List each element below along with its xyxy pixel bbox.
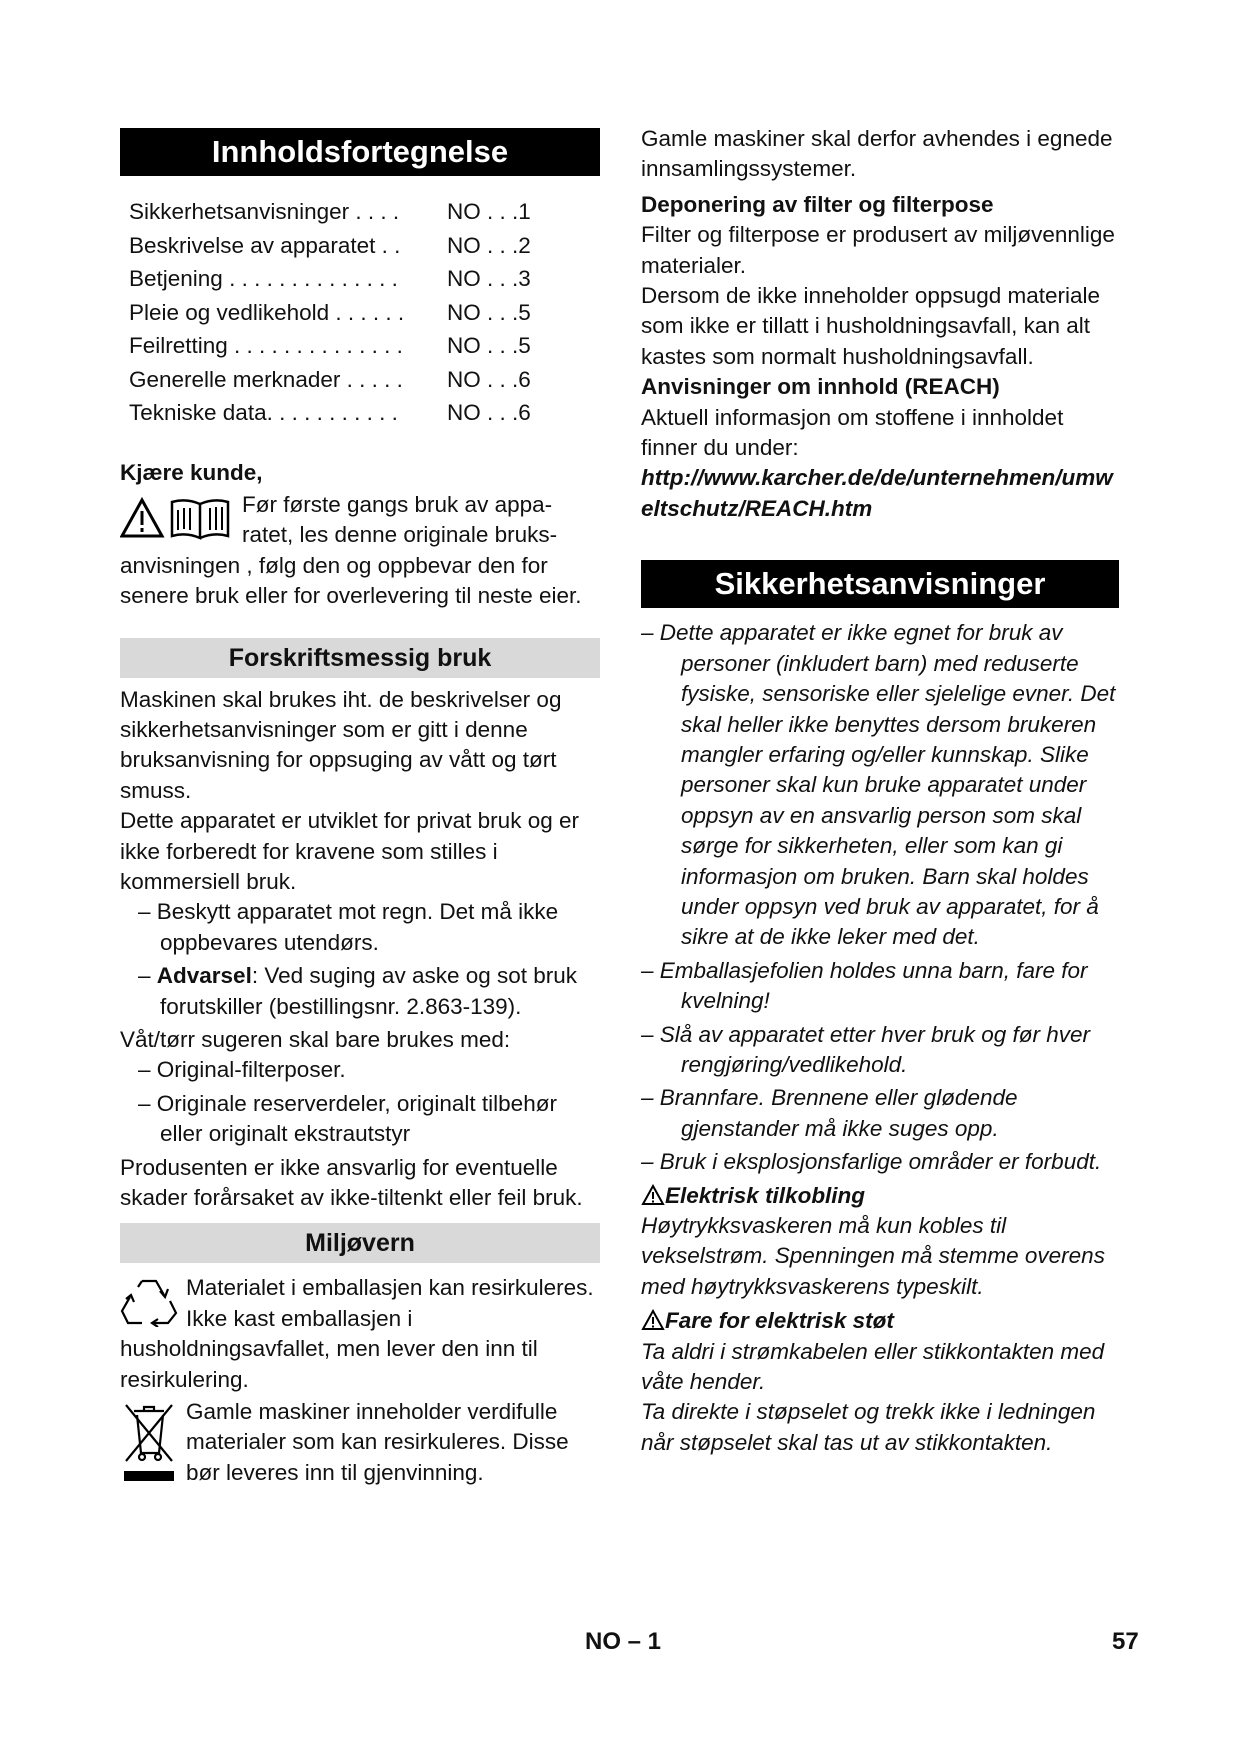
filter-p2: Dersom de ikke inneholder oppsugd materiale som ikke er tillatt i husholdningsavfall, kan alt kastes som normalt husholdningsavfall. bbox=[641, 283, 1101, 369]
proper-use-heading: Forskriftsmessig bruk bbox=[120, 638, 600, 678]
recycle-icon bbox=[120, 1275, 178, 1327]
proper-use-item2 bbox=[120, 961, 600, 1022]
manual-book-icon bbox=[172, 500, 228, 538]
electrical-connection-heading bbox=[641, 1181, 1119, 1211]
toc-row[interactable] bbox=[129, 396, 600, 430]
toc-row-title: Generelle merknader . . . . . bbox=[129, 366, 403, 392]
proper-use-p3: Våt/tørr sugeren skal bare brukes med: bbox=[120, 1027, 511, 1052]
safety-item: – Slå av apparatet etter hver bruk og før hver rengjøring/vedlikehold. bbox=[641, 1021, 1090, 1077]
left-column bbox=[120, 128, 600, 1488]
toc-row[interactable] bbox=[129, 229, 600, 263]
reach-heading: Anvisninger om innhold (REACH) bbox=[641, 374, 1000, 400]
proper-use-p2: Dette apparatet er utviklet for privat bruk og er ikke forberedt for kravene som stilles i kommersiell bruk. bbox=[120, 808, 579, 894]
toc-row-title: Tekniske data. . . . . . . . . . . bbox=[129, 400, 398, 425]
proper-use-p4: Produsenten er ikke ansvarlig for eventuelle skader forårsaket av ikke-tiltenkt eller feil bruk. bbox=[120, 1154, 583, 1211]
toc-row-title: Beskrivelse av apparatet . . bbox=[129, 232, 401, 258]
warning-icon bbox=[641, 1184, 665, 1206]
safety-item: – Bruk i eksplosjonsfarlige områder er forbudt. bbox=[641, 1149, 1102, 1175]
footer-page-number: 57 bbox=[1112, 1628, 1139, 1655]
reach-url-link[interactable]: http://www.karcher.de/de/unternehmen/umweltschutz/REACH.htm bbox=[641, 465, 1113, 521]
dear-customer-heading: Kjære kunde, bbox=[120, 459, 263, 485]
dear-customer-rest: anvisningen , følg den og oppbevar den for senere bruk eller for overlevering til neste eier. bbox=[120, 552, 582, 609]
recycle-paragraph bbox=[120, 1273, 600, 1395]
electric-shock-heading bbox=[641, 1306, 1119, 1336]
toc-row[interactable] bbox=[129, 296, 600, 330]
filter-p1: Filter og filterpose er produsert av miljøvennlige materialer. bbox=[641, 222, 1115, 278]
dear-customer-line1: Før første gangs bruk av appa- bbox=[242, 491, 553, 517]
toc-row-page: NO . . .2 bbox=[447, 232, 531, 258]
footer-section-number: NO – 1 bbox=[585, 1628, 662, 1655]
proper-use-item4: – Originale reserverdeler, originalt tilbehør eller originalt ekstrautstyr bbox=[138, 1090, 557, 1147]
proper-use-item2-rest: : Ved suging av aske og sot bruk forutskiller (bestillingsnr. 2.863-139). bbox=[160, 963, 578, 1019]
proper-use-item2-dash: – bbox=[138, 963, 157, 989]
environment-heading: Miljøvern bbox=[120, 1223, 600, 1263]
dear-customer-line2: ratet, les denne originale bruks- bbox=[242, 522, 558, 548]
proper-use-p1: Maskinen skal brukes iht. de beskrivelser og sikkerhetsanvisninger som er gitt i denne bruksanvisning for oppsuging av vått og tørt smuss. bbox=[120, 686, 562, 803]
toc-row-title: Feilretting . . . . . . . . . . . . . . bbox=[129, 333, 403, 358]
right-column bbox=[641, 124, 1119, 1458]
electrical-connection-text: Høytrykksvaskeren må kun kobles til vekselstrøm. Spenningen må stemme overens med høytrykksvaskerens typeskilt. bbox=[641, 1213, 1105, 1299]
warning-label: Advarsel bbox=[156, 963, 252, 989]
weee-text: Gamle maskiner inneholder verdifulle materialer som kan resirkuleres. Disse bør leveres inn til gjenvinning. bbox=[186, 1399, 569, 1485]
toc-title: Innholdsfortegnelse bbox=[120, 128, 600, 176]
warning-manual-icons bbox=[120, 490, 242, 548]
toc-row-title: Pleie og vedlikehold . . . . . . bbox=[129, 299, 405, 325]
weee-paragraph bbox=[120, 1397, 600, 1488]
toc-row-title: Sikkerhetsanvisninger . . . . bbox=[129, 199, 400, 224]
recycle-text: Materialet i emballasjen kan resirkuleres. Ikke kast emballasjen i husholdningsavfallet, men lever den inn til resirkulering. bbox=[120, 1275, 594, 1392]
toc-row-page: NO . . .5 bbox=[447, 299, 531, 325]
table-of-contents bbox=[120, 195, 600, 430]
warning-icon bbox=[641, 1309, 665, 1331]
toc-row[interactable] bbox=[129, 195, 600, 229]
warning-icon bbox=[120, 496, 232, 540]
proper-use-item1: – Beskytt apparatet mot regn. Det må ikke oppbevares utendørs. bbox=[138, 899, 559, 955]
safety-item: – Brannfare. Brennene eller glødende gjenstander må ikke suges opp. bbox=[641, 1085, 1018, 1141]
electric-shock-title: Fare for elektrisk støt bbox=[665, 1308, 894, 1334]
toc-row-title: Betjening . . . . . . . . . . . . . . bbox=[129, 266, 398, 291]
toc-row[interactable] bbox=[129, 363, 600, 397]
toc-row-page: NO . . .3 bbox=[447, 266, 531, 291]
toc-row-page: NO . . .5 bbox=[447, 333, 531, 358]
proper-use-item3: – Original-filterposer. bbox=[138, 1057, 346, 1083]
disposal-paragraph: Gamle maskiner skal derfor avhendes i egnede innsamlingssystemer. bbox=[641, 126, 1113, 182]
toc-row-page: NO . . .1 bbox=[447, 199, 531, 224]
filter-heading: Deponering av filter og filterpose bbox=[641, 191, 994, 217]
toc-row-page: NO . . .6 bbox=[447, 366, 531, 392]
reach-paragraph: Aktuell informasjon om stoffene i innholdet finner du under: bbox=[641, 404, 1064, 461]
crossed-out-bin-icon bbox=[120, 1399, 178, 1483]
safety-item: – Emballasjefolien holdes unna barn, fare for kvelning! bbox=[641, 957, 1088, 1014]
electrical-connection-title: Elektrisk tilkobling bbox=[665, 1182, 866, 1208]
toc-row-page: NO . . .6 bbox=[447, 400, 531, 425]
safety-item: – Dette apparatet er ikke egnet for bruk av personer (inkludert barn) med reduserte fysiske, sensoriske eller sjelelige evner. Det skal heller ikke benyttes dersom brukeren mangler erfaring og/eller kunnskap. Slike personer skal kun bruke apparatet under oppsyn av en ansvarlig person som skal sørge for sikkerheten, eller som kan gi informasjon om bruken. Barn skal holdes under oppsyn ved bruk av apparatet, for å sikre at de ikke leker med det. bbox=[641, 620, 1116, 950]
safety-heading: Sikkerhetsanvisninger bbox=[641, 560, 1119, 608]
dear-customer-text bbox=[120, 490, 600, 612]
toc-row[interactable] bbox=[129, 329, 600, 363]
toc-row[interactable] bbox=[129, 262, 600, 296]
electric-shock-p2: Ta direkte i støpselet og trekk ikke i ledningen når støpselet skal tas ut av stikkontakten. bbox=[641, 1399, 1096, 1455]
electric-shock-p1: Ta aldri i strømkabelen eller stikkontakten med våte hender. bbox=[641, 1338, 1105, 1395]
